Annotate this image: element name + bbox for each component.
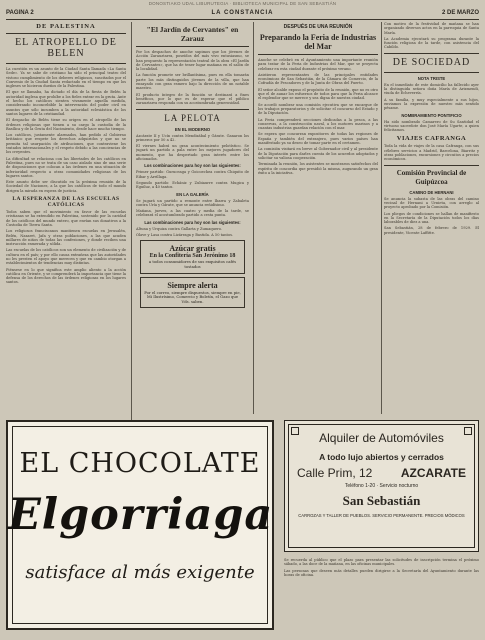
column-divider	[381, 22, 382, 414]
divider	[258, 54, 378, 55]
divider	[384, 165, 479, 166]
column-3	[258, 22, 378, 414]
advert-title: Azúcar gratis	[169, 244, 216, 254]
article-body	[284, 558, 479, 577]
column-2	[136, 22, 249, 414]
article-body	[384, 120, 479, 133]
paragraph: Azcárate II y Ucín contra Mendizábal y Gárate. Ganaron los primeros por 50 a 42.	[136, 133, 249, 142]
paragraph: Piénsese en lo que significa este amplio aliento a la acción católica en Oriente, y se comprenderá la importancia que tiene la defensa de los derechos de las órdenes religiosas en los lugares santos.	[6, 267, 126, 285]
paragraph: El que se llamaba, ha dictado el día de la fiesta de Belén la autoridad inglesa que prohíbe a los fieles entrar en la gruta. Ante el hecho los católicos sienten vivamente aquella medida, considerando inconcebible la intervención del poder civil en asuntos que sólo incumben a la autoridad eclesiástica de los santos lugares de la cristiandad.	[6, 90, 126, 116]
article-title: "El Jardín de Cervantes" en Zarauz	[146, 25, 239, 43]
paragraph: Los pliegos de condiciones se hallan de manifiesto en la Secretaría de la Diputación todos los días laborables de diez a una.	[384, 211, 479, 225]
page-number: PAGINA 2	[6, 10, 34, 16]
paragraph: Se espera que concurran expositores de todas las regiones de España y también del extranjero, pues varios países han manifestado ya su deseo de tomar parte en el certamen.	[258, 132, 378, 146]
newspaper-name: LA CONSTANCIA	[211, 10, 274, 16]
paragraph: Los católicos, justamente alarmados, han pedido al Gobierno británico que respete los derechos adquiridos y que no se permita tal usurpación de atribuciones, que contraviene los tratados internacionales y el respeto debido a las conciencias de los creyentes.	[6, 133, 126, 155]
paragraph: Las personas que deseen más detalles pueden dirigirse a la Secretaría del Ayuntamiento durante las horas de oficina.	[284, 568, 479, 577]
article-body	[136, 199, 249, 218]
subsection-title: EN EL MODERNO	[174, 126, 211, 132]
advert-title: Siempre alerta	[167, 280, 218, 290]
article-body	[6, 210, 126, 285]
advert-title: Alquiler de Automóviles	[319, 431, 444, 445]
advert-text: a todos consumidores de sus exquisitos cafés tostados	[148, 259, 237, 269]
alert-advert	[140, 277, 245, 309]
lower-notice	[284, 558, 479, 630]
advert-headline: EL CHOCOLATE	[19, 448, 261, 479]
subsection-title: CAMINO DE HERNANI	[409, 189, 454, 195]
divider	[6, 63, 126, 64]
article-body	[136, 170, 249, 189]
article-body	[6, 67, 126, 193]
advert-address: Calle Prim, 12	[297, 466, 373, 480]
article-body	[136, 134, 249, 162]
paragraph: Se jugará un partido a remonte entre Ibarra y Zabaleta contra Uría y Gárate, que se anuncia reñidísimo.	[136, 198, 249, 207]
column-1	[6, 22, 126, 414]
article-kicker: DESPUÉS DE UNA REUNIÓN	[283, 24, 353, 30]
article-body	[258, 58, 378, 175]
paragraph: Las escuelas de los católicos son un elemento de civilización y de cultura en el país; y por ello causa extrañeza que las autoridades no les presten el apoyo que merecen y que en cambio otorgan a establecimientos de tendencias muy distintas.	[6, 248, 126, 266]
article-body	[384, 144, 479, 161]
subsection-title: Los combinaciones para hoy son las siguientes:	[144, 163, 241, 169]
divider	[136, 109, 249, 110]
section-title: DE SOCIEDAD	[392, 56, 471, 68]
column-4	[384, 22, 479, 414]
paragraph: El producto íntegro de la función se destinará a fines benéficos, por lo que es de esperar que el público zarauztarra responda con su acostumbrada generosidad.	[136, 92, 249, 106]
paragraph: Se acordó nombrar una comisión ejecutiva que se encargue de los trabajos preparatorios y de solicitar el concurso del Estado y de la Diputación.	[258, 102, 378, 116]
paragraph: Toda la vida de viajes de la casa Cafranga, con sus célebres servicios a Madrid, Barcelona, Biarritz y otras poblaciones, excursiones y circuitos a precios económicos.	[384, 144, 479, 162]
sugar-advert	[140, 240, 245, 273]
section-title: LA PELOTA	[164, 112, 221, 123]
issue-date: 2 DE MARZO	[441, 10, 479, 16]
paragraph: La Academia ejecutará su programa durante la función religiosa de la tarde, con asistencia del Cabildo.	[384, 36, 479, 50]
paragraph: La Feria comprenderá secciones dedicadas a la pesca, a las conservas, a la construcción naval, a los motores marinos y a cuantas industrias guardan relación con el mar.	[258, 117, 378, 131]
section-title: DE PALESTINA	[36, 23, 96, 30]
paragraph: Con motivo de la festividad de mañana se han organizado diversos actos en la parroquia de Santa María.	[384, 22, 479, 35]
paragraph: La función promete ser brillantísima, pues en ella tomarán parte los más distinguidos jóvenes de la villa, que han ensayado con gran esmero bajo la dirección de un notable maestro.	[136, 73, 249, 91]
subsection-title: Las combinaciones para hoy son las siguientes:	[144, 219, 241, 225]
advert-phone: Teléfono 1-20 · Servicio nocturno	[344, 483, 419, 489]
paragraph: Mañana, jueves, a las cuatro y media de la tarde, se celebrará el acostumbrado partido a cesta punta.	[136, 209, 249, 218]
advert-subtitle: En la Confitería San Jerónimo 18	[149, 253, 236, 260]
subsection-title: Comisión Provincial de Guipúzcoa	[396, 168, 467, 186]
paragraph: La dificultad se relaciona con las libertades de los católicos en Palestina, pues no se trata de un caso aislado sino de una serie de disposiciones que colocan a las órdenes en una situación de inferioridad respecto a otras comunidades religiosas de los lugares santos.	[6, 156, 126, 178]
subsection-title: LA ESPERANZA DE LAS ESCUELAS CATÓLICAS	[12, 196, 120, 209]
article-body	[384, 22, 479, 50]
article-body	[136, 50, 249, 106]
paragraph: Por los despachos de anoche supimos que los jóvenes de Acción Zarauztarra, poseídos del más vivo entusiasmo, se han propuesto la representación teatral de la obra «El Jardín de Cervantes», que ha de tener lugar mañana en el salón de la localidad.	[136, 50, 249, 72]
paragraph: En el inmediato de este domicilio ha fallecido ayer la distinguida señora doña María de Arizmendi, viuda de Echeverría.	[384, 82, 479, 96]
advert-brand: Elgorriaga	[8, 490, 274, 540]
page-header	[6, 9, 479, 20]
paragraph: Olave y Lasa contra Lizárraga y Bastida. A 50 tantos.	[136, 233, 234, 238]
article-body	[136, 227, 249, 238]
advert-city: San Sebastián	[342, 493, 421, 508]
paragraph: Asistieron representantes de las principales entidades económicas de San Sebastián, de la Cámara de Comercio, de la Cofradía de Pescadores y de la Junta de Obras del Puerto.	[258, 72, 378, 86]
paragraph: Todos saben que el movimiento en favor de las escuelas cristianas se ha extendido en Palestina, sostenido por la caridad de los católicos del mundo entero, que envían sus donativos a la Custodia de Tierra Santa.	[6, 210, 126, 227]
column-divider	[253, 22, 254, 414]
car-rental-advert	[284, 420, 479, 552]
paragraph: La comisión visitará en breve al Gobernador civil y al presidente de la Diputación para darles cuenta de los acuerdos adoptados y solicitar su valiosa cooperación.	[258, 147, 378, 160]
divider	[136, 46, 249, 47]
paragraph: El señor alcalde expuso el propósito de la reunión, que no es otro que el de aunar los esfuerzos de todos para que la Feria alcance el esplendor que se merece y sea digna de nuestra ciudad.	[258, 87, 378, 101]
paragraph: A su familia, y muy especialmente a sus hijos, enviamos la expresión de nuestro más sentido pésame.	[384, 97, 479, 111]
subsection-title: NOMBRAMIENTO PONTIFICIO	[401, 112, 462, 118]
paragraph: Los religiosos franciscanos mantienen escuelas en Jerusalén, Belén, Nazaret, Jafa y otras poblaciones, a las que acuden millares de niños de todas las confesiones, y donde reciben una instrucción esmerada y sólida.	[6, 229, 126, 247]
paragraph: La cuestión es un asunto de la Ciudad Santa llamada «La Santa Sede». Ya se sabe de cristiano ha sido el principal teatro del vistoso cumplimiento de los deberes religiosos, suscitados por el Convenio de la Ciudad Santa redactado en el tiempo en que los ingleses se hicieron dueños de la Palestina.	[6, 67, 126, 89]
advert-subtitle: A todo lujo abiertos y cerrados	[319, 452, 444, 462]
paragraph: Primer partido: Guruceaga y Goicoechea contra Chiquito de Eibar y Arrillaga.	[136, 170, 249, 179]
subsection-title: VIAJES CAFRANGA	[396, 135, 467, 143]
subsection-title: EN LA GALERÍA	[176, 191, 209, 197]
article-title: Preparando la Feria de Industrias del Mar	[259, 33, 377, 51]
divider	[384, 72, 479, 73]
advert-slogan: satisface al más exigente	[25, 562, 255, 583]
divider	[6, 33, 126, 34]
paragraph: El despacho de Belén tiene su origen en el atropello de las órdenes religiosas que tienen a su cargo la custodia de la Basílica y de la Gruta del Nacimiento, desde hace mucho tiempo.	[6, 118, 126, 131]
paragraph: Ha sido nombrado Camarero de Su Santidad el virtuoso sacerdote don José María Ugarte, a quien felicitamos.	[384, 119, 479, 133]
paragraph: Segundo partido: Echániz y Zubiaurre contra Mugica y Eguiluz, a 40 tantos.	[136, 180, 249, 190]
archive-watermark-line: DONOSTIAKO UDAL LIBURUTEGIA · BIBLIOTECA MUNICIPAL DE SAN SEBASTIÁN	[148, 1, 337, 6]
paragraph: Se recuerda al público que el plazo para presentar las solicitudes de inscripción termina el próximo sábado, a las doce de la mañana, en las oficinas municipales.	[284, 558, 479, 567]
paragraph: Terminada la reunión, los asistentes se mostraron satisfechos del espíritu de concordia que presidió la misma, augurando un gran éxito a la iniciativa.	[258, 162, 378, 175]
paragraph: Se anuncia la subasta de las obras del camino vecinal de Hernani a Urnieta, con arreglo al proyecto aprobado por la Comisión.	[384, 196, 479, 210]
paragraph: Anoche se celebró en el Ayuntamiento una importante reunión para tratar de la Feria de Industrias del Mar, que se proyecta celebrar en esta ciudad durante el próximo verano.	[258, 58, 378, 71]
divider	[384, 53, 479, 54]
paragraph: Este asunto debe ser discutido en la próxima reunión de la Sociedad de Naciones, a la que los católicos de todo el mundo dirigen la mirada en espera de justicia.	[6, 180, 126, 193]
article-body	[384, 83, 479, 111]
paragraph: Altuna y Urquiza contra Gallarta y Zumaquero.	[136, 226, 223, 231]
advert-business-name: AZCARATE	[400, 466, 466, 480]
advert-text: Por el correo, siempre dispuestos, siempre en pie, Mi Ilustrísimo, Comercio y Boletín, el Gazo que Vds. saben.	[144, 289, 241, 304]
article-body	[384, 197, 479, 235]
chocolate-advert	[6, 420, 274, 630]
paragraph: San Sebastián, 28 de febrero de 1929. El presidente, Vicente Laffitte.	[384, 226, 479, 235]
subsection-title: NOTA TRISTE	[417, 75, 446, 81]
article-title: EL ATROPELLO DE BELEN	[15, 37, 117, 59]
advert-note: CARROZAS Y TALLER DE PUEBLOS. SERVICIO PERMANENTE. PRECIOS MÓDICOS	[298, 513, 465, 518]
paragraph: El viernes habrá un gran acontecimiento pelotístico. Se jugará un partido a pala entre los mejores jugadores del momento, que ha despertado gran interés entre los aficionados.	[136, 144, 249, 162]
